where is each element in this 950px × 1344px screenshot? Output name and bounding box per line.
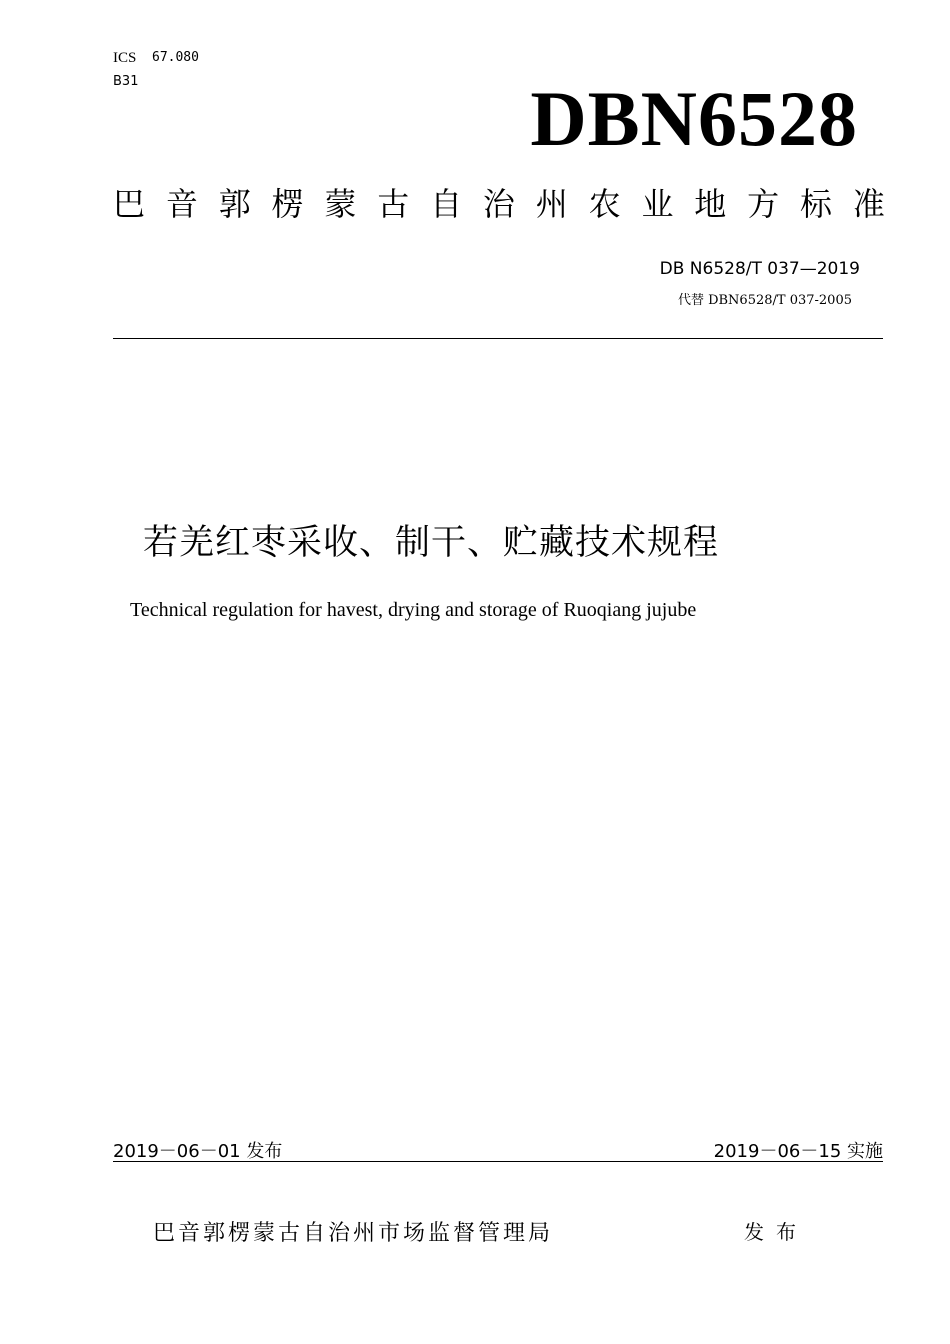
bottom-divider <box>113 1161 883 1162</box>
standard-type-char: 古 <box>377 185 410 223</box>
standard-type-char: 巴 <box>113 185 146 223</box>
standard-type-char: 准 <box>852 185 885 223</box>
ics-label: ICS <box>113 50 137 66</box>
standard-type-char: 自 <box>430 185 463 223</box>
standard-type-char: 治 <box>482 185 515 223</box>
issue-label: 发布 <box>744 1220 808 1244</box>
ccs-code: B31 <box>113 74 139 89</box>
standard-type-char: 方 <box>747 185 780 223</box>
replaces-note: 代替 DBN6528/T 037-2005 <box>677 293 852 308</box>
standard-type-char: 标 <box>799 185 832 223</box>
standard-type-char: 音 <box>165 185 198 223</box>
standard-logo: DBN6528 <box>530 75 858 162</box>
implementation-date: 2019－06－15 实施 <box>713 1141 883 1162</box>
standard-type-char: 郭 <box>218 185 251 223</box>
standard-type-char: 蒙 <box>324 185 357 223</box>
standard-number: DB N6528/T 037—2019 <box>659 259 860 279</box>
ics-code: 67.080 <box>152 50 199 65</box>
issuing-authority: 巴音郭楞蒙古自治州市场监督管理局 <box>153 1221 554 1246</box>
standard-type-heading <box>113 185 885 223</box>
standard-type-char: 地 <box>694 185 727 223</box>
standard-type-char: 业 <box>641 185 674 223</box>
document-title-chinese: 若羌红枣采收、制干、贮藏技术规程 <box>143 523 720 563</box>
top-divider <box>113 338 883 339</box>
issue-date: 2019－06－01 发布 <box>113 1141 283 1162</box>
standard-type-char: 农 <box>588 185 621 223</box>
document-title-english: Technical regulation for havest, drying and storage of Ruoqiang jujube <box>130 599 697 621</box>
standard-type-char: 州 <box>535 185 568 223</box>
standard-type-char: 楞 <box>271 185 304 223</box>
